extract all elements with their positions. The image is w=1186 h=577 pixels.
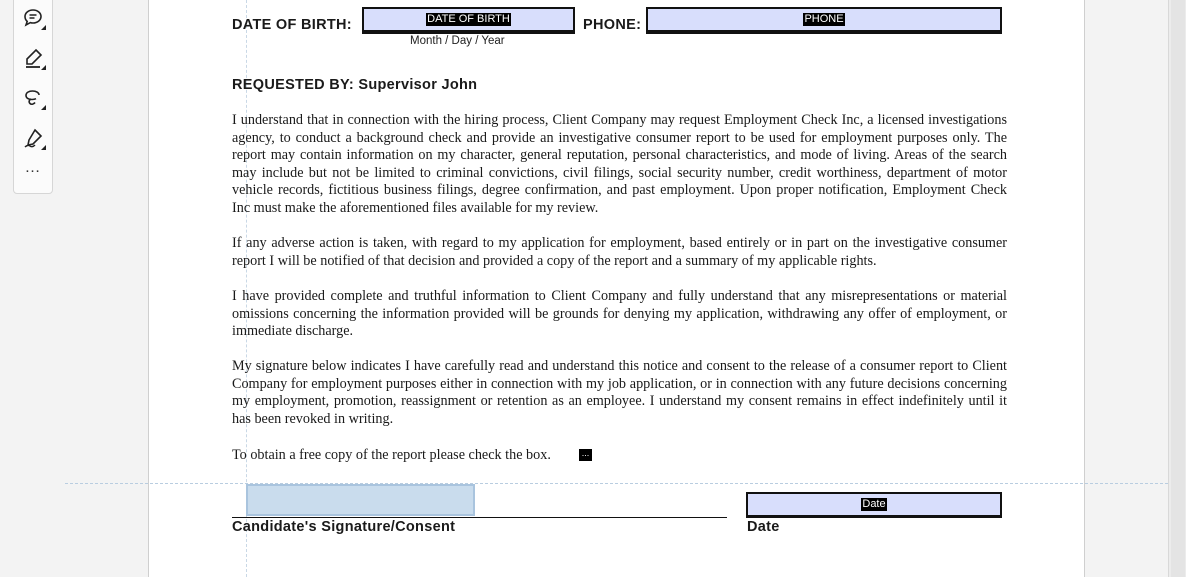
signature-line <box>232 517 727 518</box>
dropdown-corner-icon <box>41 105 46 110</box>
signature-label: Candidate's Signature/Consent <box>232 519 456 535</box>
dob-field[interactable] <box>362 7 575 34</box>
phone-placeholder: PHONE <box>804 13 844 25</box>
free-copy-text: To obtain a free copy of the report please check the box. <box>232 447 551 463</box>
consent-paragraph-1: I understand that in connection with the hiring process, Client Company may request Employment Check Inc, a licensed investigations agency, to conduct a background check and provide an investigative consumer report to be used for employment purposes only. The report may contain information on my character, general reputation, personal characteristics, and mode of living. Areas of the search may include but not be limited to criminal convictions, civil filings, social security number, credit worthiness, department of motor vehicle records, fictitious business filings, degree confirmation, and past employment. Upon proper notification, Employment Check Inc must make the aforementioned files available for my review. <box>232 112 1007 216</box>
dropdown-corner-icon <box>41 25 46 30</box>
scrollbar-thumb[interactable] <box>1171 0 1185 577</box>
date-placeholder: Date <box>862 498 886 510</box>
consent-paragraph-4: My signature below indicates I have carefully read and understand this notice and consent to the release of a consumer report to Client Company for employment purposes either in connection with my job application, or in connection with any future decisions concerning my employment, promotion, reassignment or retention as an employee. I understand my consent remains in effect indefinitely until it has been revoked in writing. <box>232 358 1007 427</box>
annotation-toolbar <box>13 0 53 194</box>
lasso-tool[interactable] <box>18 83 48 113</box>
highlight-tool[interactable] <box>18 43 48 73</box>
dob-hint: Month / Day / Year <box>410 35 505 47</box>
free-copy-checkbox[interactable]: ... <box>579 449 592 461</box>
date-field[interactable] <box>746 492 1002 518</box>
dob-placeholder: DATE OF BIRTH <box>427 13 510 25</box>
vertical-scrollbar[interactable] <box>1168 0 1186 577</box>
alignment-guide-horizontal <box>65 483 1168 484</box>
phone-field[interactable] <box>646 7 1002 34</box>
sign-tool[interactable] <box>18 123 48 153</box>
dropdown-corner-icon <box>41 65 46 70</box>
comment-tool[interactable] <box>18 3 48 33</box>
consent-paragraph-2: If any adverse action is taken, with regard to my application for employment, based entirely or in part on the investigative consumer report I will be notified of that decision and provided a copy of the report and a summary of my applicable rights. <box>232 235 1007 269</box>
consent-paragraph-3: I have provided complete and truthful information to Client Company and fully understand that any misrepresentations or material omissions concerning the information provided will be grounds for denying my application, withdrawing any offer of employment, or immediate discharge. <box>232 288 1007 340</box>
phone-label: PHONE: <box>583 17 642 33</box>
more-tools-button[interactable]: … <box>24 159 42 176</box>
requested-by-heading: REQUESTED BY: Supervisor John <box>232 77 478 93</box>
signature-field[interactable] <box>246 484 475 516</box>
dropdown-corner-icon <box>41 145 46 150</box>
date-label: Date <box>747 519 780 535</box>
dob-label: DATE OF BIRTH: <box>232 17 352 33</box>
